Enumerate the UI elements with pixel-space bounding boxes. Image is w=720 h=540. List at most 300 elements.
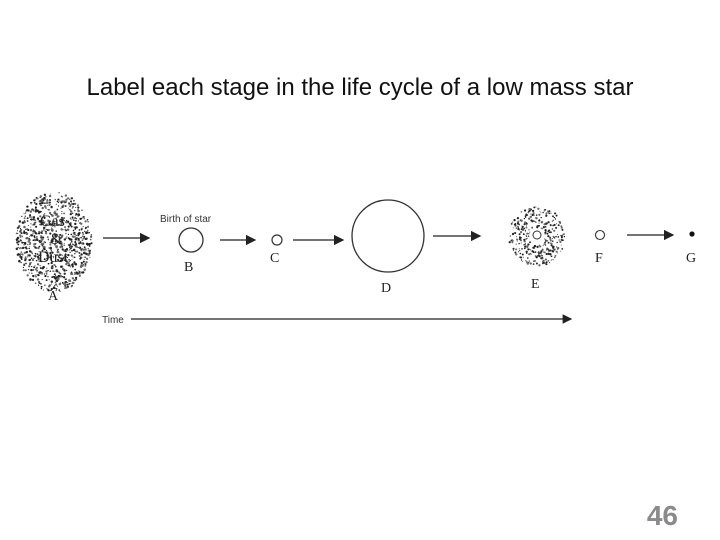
- speckle-dot: [541, 217, 542, 218]
- speckle-dot: [16, 242, 18, 244]
- speckle-dot: [85, 257, 87, 259]
- speckle-dot: [25, 269, 27, 271]
- speckle-dot: [62, 205, 64, 207]
- speckle-dot: [40, 195, 42, 197]
- speckle-dot: [77, 210, 80, 213]
- speckle-dot: [72, 216, 74, 218]
- speckle-dot: [73, 226, 74, 227]
- speckle-dot: [516, 243, 517, 244]
- speckle-dot: [85, 220, 87, 222]
- speckle-dot: [69, 252, 70, 253]
- speckle-dot: [20, 247, 22, 249]
- speckle-dot: [541, 221, 543, 223]
- speckle-dot: [520, 219, 521, 220]
- speckle-dot: [27, 220, 29, 222]
- speckle-dot: [32, 269, 34, 271]
- speckle-dot: [556, 215, 558, 217]
- speckle-dot: [55, 271, 56, 272]
- speckle-dot: [75, 220, 77, 222]
- speckle-dot: [74, 228, 76, 230]
- speckle-dot: [40, 283, 42, 285]
- speckle-dot: [533, 212, 535, 214]
- speckle-dot: [20, 253, 22, 255]
- speckle-dot: [529, 208, 531, 210]
- speckle-dot: [68, 208, 69, 209]
- speckle-dot: [35, 275, 36, 276]
- speckle-dot: [26, 251, 28, 253]
- speckle-dot: [69, 209, 71, 211]
- speckle-dot: [36, 233, 38, 235]
- speckle-dot: [70, 222, 71, 223]
- speckle-dot: [19, 220, 21, 222]
- speckle-dot: [514, 251, 516, 253]
- speckle-dot: [525, 215, 527, 217]
- stage-f-white-dwarf: [596, 231, 605, 240]
- speckle-dot: [84, 259, 85, 260]
- speckle-dot: [73, 249, 76, 252]
- speckle-dot: [42, 245, 44, 247]
- speckle-dot: [63, 283, 65, 285]
- speckle-dot: [74, 241, 76, 243]
- speckle-dot: [72, 207, 73, 208]
- speckle-dot: [33, 258, 34, 259]
- speckle-dot: [70, 266, 71, 267]
- speckle-dot: [64, 243, 65, 244]
- speckle-dot: [23, 226, 26, 229]
- speckle-dot: [550, 213, 551, 214]
- speckle-dot: [53, 276, 55, 278]
- speckle-dot: [75, 277, 77, 279]
- speckle-dot: [71, 254, 73, 256]
- speckle-dot: [520, 253, 522, 255]
- speckle-dot: [545, 212, 547, 214]
- speckle-dot: [29, 254, 31, 256]
- speckle-dot: [34, 265, 35, 266]
- speckle-dot: [545, 234, 546, 235]
- speckle-dot: [544, 210, 545, 211]
- speckle-dot: [65, 205, 67, 207]
- speckle-dot: [555, 227, 557, 229]
- speckle-dot: [536, 263, 538, 265]
- speckle-dot: [529, 249, 530, 250]
- speckle-dot: [75, 213, 77, 215]
- speckle-dot: [59, 200, 60, 201]
- label-a: A: [48, 289, 59, 304]
- speckle-dot: [44, 194, 46, 196]
- speckle-dot: [514, 219, 516, 221]
- speckle-dot: [552, 250, 554, 252]
- speckle-dot: [529, 260, 530, 261]
- speckle-dot: [73, 256, 74, 257]
- speckle-dot: [90, 239, 92, 241]
- speckle-dot: [29, 259, 31, 261]
- speckle-dot: [548, 211, 549, 212]
- speckle-dot: [531, 250, 533, 252]
- speckle-dot: [514, 232, 516, 234]
- speckle-dot: [57, 286, 58, 287]
- speckle-dot: [72, 213, 73, 214]
- speckle-dot: [522, 261, 523, 262]
- speckle-dot: [531, 220, 533, 222]
- speckle-dot: [74, 274, 75, 275]
- speckle-dot: [530, 249, 531, 250]
- speckle-dot: [82, 217, 83, 218]
- speckle-dot: [550, 231, 552, 233]
- speckle-dot: [551, 260, 552, 261]
- speckle-dot: [524, 221, 526, 223]
- speckle-dot: [34, 202, 35, 203]
- speckle-dot: [516, 227, 518, 229]
- speckle-dot: [522, 227, 523, 228]
- speckle-dot: [84, 265, 86, 267]
- speckle-dot: [20, 251, 22, 253]
- stage-b-protostar: [179, 228, 203, 252]
- speckle-dot: [524, 209, 526, 211]
- speckle-dot: [48, 285, 50, 287]
- speckle-dot: [21, 235, 23, 237]
- speckle-dot: [20, 228, 21, 229]
- speckle-dot: [87, 221, 88, 222]
- speckle-dot: [26, 232, 27, 233]
- speckle-dot: [85, 248, 87, 250]
- speckle-dot: [519, 248, 520, 249]
- speckle-dot: [538, 264, 540, 266]
- speckle-dot: [75, 238, 77, 240]
- speckle-dot: [524, 245, 526, 247]
- speckle-dot: [35, 240, 36, 241]
- speckle-dot: [24, 259, 26, 261]
- speckle-dot: [31, 266, 32, 267]
- speckle-dot: [546, 263, 547, 264]
- speckle-dot: [25, 263, 27, 265]
- speckle-dot: [84, 218, 85, 219]
- speckle-dot: [538, 225, 540, 227]
- speckle-dot: [532, 247, 534, 249]
- speckle-dot: [78, 213, 81, 216]
- speckle-dot: [73, 261, 75, 263]
- speckle-dot: [71, 219, 72, 220]
- speckle-dot: [84, 246, 86, 248]
- speckle-dot: [29, 262, 31, 264]
- stage-c-main-sequence-star: [272, 235, 282, 245]
- speckle-dot: [69, 205, 71, 207]
- speckle-dot: [47, 236, 49, 238]
- speckle-dot: [29, 272, 30, 273]
- speckle-dot: [521, 259, 522, 260]
- speckle-dot: [69, 260, 71, 262]
- speckle-dot: [89, 250, 90, 251]
- speckle-dot: [28, 239, 30, 241]
- speckle-dot: [46, 273, 48, 275]
- speckle-dot: [41, 236, 42, 237]
- speckle-dot: [524, 218, 525, 219]
- speckle-dot: [47, 276, 49, 278]
- speckle-dot: [20, 240, 21, 241]
- speckle-dot: [545, 215, 547, 217]
- speckle-dot: [84, 261, 85, 262]
- speckle-dot: [33, 236, 35, 238]
- speckle-dot: [547, 235, 549, 237]
- speckle-dot: [29, 278, 32, 281]
- speckle-dot: [46, 279, 48, 281]
- speckle-dot: [68, 234, 69, 235]
- speckle-dot: [79, 275, 80, 276]
- speckle-dot: [82, 235, 84, 237]
- speckle-dot: [546, 261, 548, 263]
- speckle-dot: [66, 221, 68, 223]
- speckle-dot: [528, 211, 530, 213]
- speckle-dot: [525, 231, 526, 232]
- speckle-dot: [38, 285, 39, 286]
- speckle-dot: [55, 266, 57, 268]
- speckle-dot: [16, 238, 18, 240]
- cloud-text-and: &: [50, 231, 63, 248]
- speckle-dot: [517, 226, 519, 228]
- speckle-dot: [33, 223, 35, 225]
- speckle-dot: [41, 286, 43, 288]
- speckle-dot: [55, 275, 56, 276]
- speckle-dot: [82, 237, 84, 239]
- speckle-dot: [29, 214, 31, 216]
- speckle-dot: [27, 237, 29, 239]
- speckle-dot: [521, 225, 522, 226]
- speckle-dot: [535, 217, 537, 219]
- speckle-dot: [522, 254, 524, 256]
- speckle-dot: [549, 238, 551, 240]
- speckle-dot: [73, 200, 75, 202]
- speckle-dot: [59, 283, 61, 285]
- speckle-dot: [524, 248, 526, 250]
- speckle-dot: [22, 248, 24, 250]
- speckle-dot: [51, 283, 52, 284]
- speckle-dot: [36, 236, 38, 238]
- speckle-dot: [520, 237, 522, 239]
- speckle-dot: [78, 220, 79, 221]
- speckle-dot: [44, 284, 46, 286]
- speckle-dot: [29, 242, 31, 244]
- speckle-dot: [41, 233, 43, 235]
- speckle-dot: [49, 202, 51, 204]
- speckle-dot: [17, 230, 18, 231]
- speckle-dot: [67, 284, 69, 286]
- speckle-dot: [37, 274, 39, 276]
- speckle-dot: [48, 209, 49, 210]
- speckle-dot: [541, 228, 542, 229]
- speckle-dot: [530, 216, 532, 218]
- slide-title: Label each stage in the life cycle of a low mass star: [86, 74, 634, 101]
- speckle-dot: [526, 233, 528, 235]
- speckle-dot: [564, 236, 565, 237]
- speckle-dot: [45, 199, 46, 200]
- speckle-dot: [553, 230, 555, 232]
- speckle-dot: [20, 229, 22, 231]
- speckle-dot: [36, 271, 37, 272]
- speckle-dot: [72, 263, 74, 265]
- speckle-dot: [67, 229, 70, 232]
- speckle-dot: [50, 271, 52, 273]
- speckle-dot: [45, 231, 46, 232]
- speckle-dot: [515, 248, 517, 250]
- speckle-dot: [546, 249, 547, 250]
- speckle-dot: [65, 194, 67, 196]
- speckle-dot: [78, 242, 80, 244]
- speckle-dot: [562, 229, 564, 231]
- speckle-dot: [560, 235, 561, 236]
- speckle-dot: [27, 229, 29, 231]
- speckle-dot: [534, 221, 536, 223]
- speckle-dot: [65, 233, 67, 235]
- speckle-dot: [560, 251, 561, 252]
- speckle-dot: [77, 234, 79, 236]
- speckle-dot: [71, 202, 72, 203]
- speckle-dot: [85, 227, 87, 229]
- speckle-dot: [82, 239, 84, 241]
- speckle-dot: [78, 270, 79, 271]
- speckle-dot: [555, 236, 557, 238]
- speckle-dot: [26, 205, 28, 207]
- speckle-dot: [58, 275, 61, 278]
- speckle-dot: [71, 250, 73, 252]
- speckle-dot: [526, 235, 527, 236]
- speckle-dot: [45, 196, 47, 198]
- speckle-dot: [66, 270, 67, 271]
- speckle-dot: [22, 221, 25, 224]
- speckle-dot: [30, 219, 31, 220]
- speckle-dot: [91, 234, 92, 235]
- speckle-dot: [28, 225, 29, 226]
- speckle-dot: [25, 256, 27, 258]
- speckle-dot: [543, 243, 544, 244]
- speckle-dot: [512, 221, 513, 222]
- speckle-dot: [36, 267, 38, 269]
- speckle-dot: [76, 273, 77, 274]
- speckle-dot: [556, 251, 558, 253]
- nebula-core: [533, 231, 541, 239]
- speckle-dot: [548, 213, 550, 215]
- speckle-dot: [35, 276, 37, 278]
- speckle-dot: [541, 254, 543, 256]
- speckle-dot: [37, 217, 39, 219]
- speckle-dot: [551, 256, 552, 257]
- speckle-dot: [528, 229, 529, 230]
- speckle-dot: [24, 220, 25, 221]
- speckle-dot: [552, 228, 553, 229]
- speckle-dot: [519, 233, 521, 235]
- speckle-dot: [51, 280, 53, 282]
- speckle-dot: [63, 276, 65, 278]
- speckle-dot: [30, 202, 31, 203]
- speckle-dot: [23, 269, 25, 271]
- speckle-dot: [40, 267, 42, 269]
- speckle-dot: [72, 206, 74, 208]
- speckle-dot: [546, 223, 548, 225]
- speckle-dot: [35, 211, 37, 213]
- speckle-dot: [20, 262, 21, 263]
- speckle-dot: [18, 226, 20, 228]
- speckle-dot: [51, 206, 53, 208]
- speckle-dot: [60, 273, 61, 274]
- speckle-dot: [544, 209, 545, 210]
- speckle-dot: [553, 220, 555, 222]
- speckle-dot: [21, 216, 22, 217]
- speckle-dot: [538, 220, 540, 222]
- speckle-dot: [70, 242, 71, 243]
- speckle-dot: [547, 233, 548, 234]
- speckle-dot: [536, 226, 538, 228]
- speckle-dot: [61, 211, 62, 212]
- speckle-dot: [35, 253, 37, 255]
- speckle-dot: [23, 242, 24, 243]
- speckle-dot: [85, 232, 88, 235]
- birth-of-star-label: Birth of star: [160, 214, 212, 225]
- speckle-dot: [523, 239, 525, 241]
- speckle-dot: [33, 230, 35, 232]
- speckle-dot: [55, 210, 56, 211]
- speckle-dot: [36, 247, 37, 248]
- speckle-dot: [557, 252, 558, 253]
- speckle-dot: [524, 244, 525, 245]
- speckle-dot: [83, 216, 85, 218]
- speckle-dot: [71, 241, 73, 243]
- speckle-dot: [556, 242, 557, 243]
- label-f: F: [595, 251, 603, 266]
- speckle-dot: [69, 283, 71, 285]
- speckle-dot: [552, 238, 553, 239]
- speckle-dot: [44, 273, 45, 274]
- speckle-dot: [65, 279, 66, 280]
- speckle-dot: [45, 232, 47, 234]
- speckle-dot: [530, 262, 532, 264]
- speckle-dot: [54, 273, 56, 275]
- speckle-dot: [515, 253, 517, 255]
- speckle-dot: [32, 224, 33, 225]
- speckle-dot: [66, 220, 67, 221]
- speckle-dot: [68, 202, 69, 203]
- speckle-dot: [33, 266, 35, 268]
- speckle-dot: [33, 276, 34, 277]
- speckle-dot: [527, 248, 529, 250]
- speckle-dot: [32, 259, 34, 261]
- speckle-dot: [33, 218, 35, 220]
- speckle-dot: [548, 260, 550, 262]
- speckle-dot: [73, 230, 75, 232]
- speckle-dot: [60, 201, 62, 203]
- speckle-dot: [32, 239, 34, 241]
- speckle-dot: [70, 234, 72, 236]
- speckle-dot: [522, 229, 524, 231]
- speckle-dot: [533, 263, 535, 265]
- speckle-dot: [77, 247, 78, 248]
- speckle-dot: [83, 252, 86, 255]
- speckle-dot: [79, 258, 81, 260]
- cloud-text-dust: Dust: [38, 249, 69, 266]
- speckle-dot: [552, 215, 554, 217]
- speckle-dot: [51, 276, 53, 278]
- speckle-dot: [75, 263, 78, 266]
- speckle-dot: [72, 235, 74, 237]
- speckle-dot: [30, 223, 31, 224]
- speckle-dot: [549, 251, 550, 252]
- speckle-dot: [40, 235, 41, 236]
- speckle-dot: [28, 248, 30, 250]
- speckle-dot: [544, 251, 546, 253]
- speckle-dot: [75, 243, 76, 244]
- speckle-dot: [28, 265, 30, 267]
- speckle-dot: [528, 236, 529, 237]
- speckle-dot: [72, 203, 73, 204]
- speckle-dot: [521, 248, 523, 250]
- speckle-dot: [78, 232, 80, 234]
